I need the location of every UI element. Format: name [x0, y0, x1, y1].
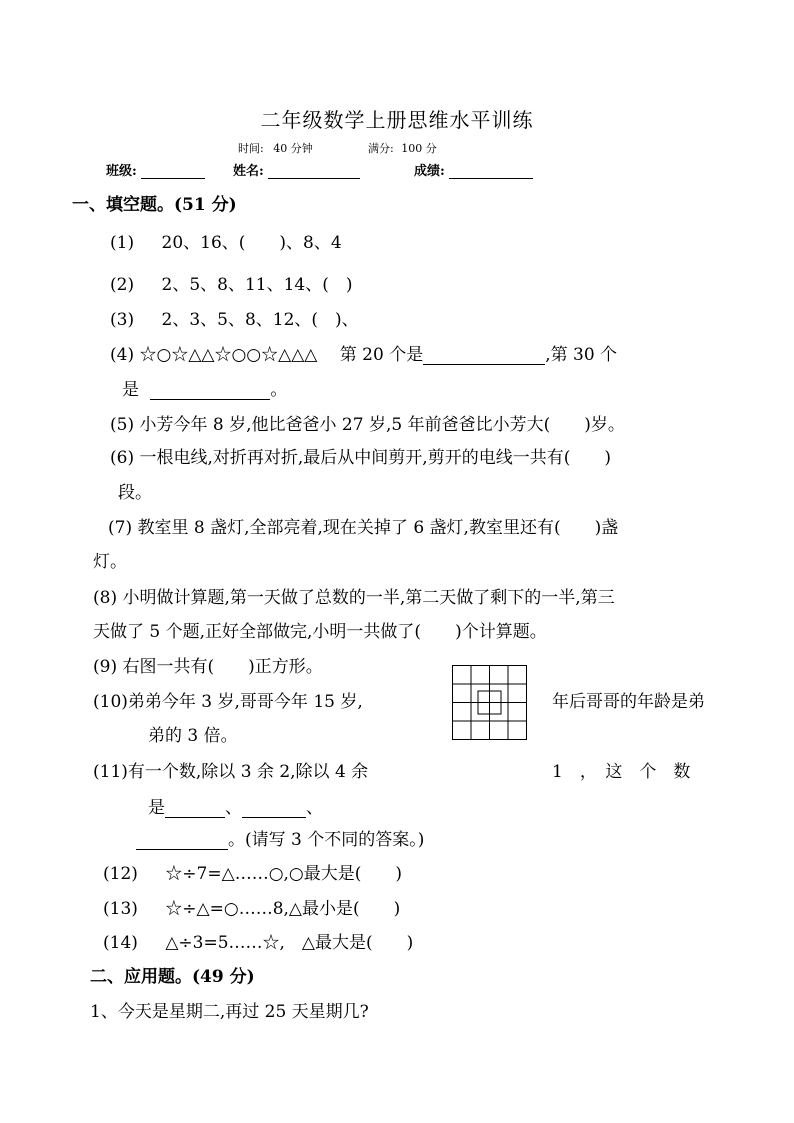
question-number: (14)	[103, 933, 138, 953]
question-6-line-2: 段。	[118, 483, 152, 503]
name-label: 姓名:	[233, 164, 264, 179]
question-text: 2、5、8、11、14、( )	[161, 275, 353, 295]
question-9: (9) 右图一共有( )正方形。	[93, 657, 323, 677]
answer-blank[interactable]	[150, 381, 270, 400]
question-text-cont: ,第 30 个	[545, 345, 618, 365]
question-10-line-2: 弟的 3 倍。	[148, 726, 238, 746]
question-number: (3)	[110, 310, 135, 330]
time-label: 时间:	[238, 142, 264, 155]
question-5: (5) 小芳今年 8 岁,他比爸爸小 27 岁,5 年前爸爸比小芳大( )岁。	[110, 415, 625, 435]
question-text: 是	[122, 380, 139, 400]
grade-label: 成绩:	[414, 164, 445, 179]
name-blank[interactable]	[268, 164, 360, 179]
question-10-line-1b: 年后哥哥的年龄是弟	[552, 692, 705, 712]
class-label: 班级:	[106, 164, 137, 179]
question-14	[103, 928, 413, 953]
question-10-line-1a: (10)弟弟今年 3 岁,哥哥今年 15 岁,	[93, 692, 363, 712]
question-7-line-2: 灯。	[93, 552, 127, 572]
page-title: 二年级数学上册思维水平训练	[260, 108, 534, 132]
score-info	[368, 140, 437, 156]
question-2	[110, 270, 352, 295]
time-info	[238, 140, 313, 156]
question-text: △÷3=5……☆, △最大是( )	[165, 933, 414, 953]
question-8-line-2: 天做了 5 个题,正好全部做完,小明一共做了( )个计算题。	[93, 622, 547, 642]
section-2-heading: 二、应用题。(49 分)	[90, 967, 255, 987]
grade-blank[interactable]	[449, 164, 533, 179]
application-question-1: 1、今天是星期二,再过 25 天星期几?	[90, 1002, 369, 1022]
question-number: (2)	[110, 275, 135, 295]
question-text: ☆÷7=△……○,○最大是( )	[165, 864, 403, 884]
question-12	[103, 859, 402, 884]
answer-blank[interactable]	[423, 346, 545, 365]
class-field	[106, 160, 205, 179]
question-number: (1)	[110, 233, 135, 253]
square-grid-figure	[452, 665, 528, 741]
question-text: ☆÷△=○……8,△最小是( )	[165, 899, 401, 919]
question-4-line-2	[122, 375, 287, 400]
grade-field	[414, 160, 533, 179]
question-11-line-2	[148, 793, 323, 818]
question-11-line-1b: 1 ， 这 个 数	[552, 762, 691, 782]
separator: 、	[306, 798, 323, 818]
name-field	[233, 160, 360, 179]
time-value: 40 分钟	[273, 142, 313, 155]
question-number: (13)	[103, 899, 138, 919]
question-text: 是	[148, 798, 165, 818]
question-text-cont: 。	[270, 380, 288, 400]
question-8-line-1: (8) 小明做计算题,第一天做了总数的一半,第二天做了剩下的一半,第三	[93, 588, 615, 608]
section-1-heading: 一、填空题。(51 分)	[72, 195, 237, 215]
question-number: (12)	[103, 864, 138, 884]
separator: 、	[225, 798, 242, 818]
answer-blank[interactable]	[165, 799, 225, 818]
question-3	[110, 305, 359, 330]
answer-blank[interactable]	[242, 799, 306, 818]
question-1	[110, 228, 342, 253]
question-text: 。(请写 3 个不同的答案。)	[228, 830, 425, 850]
question-4-line-1	[110, 340, 617, 365]
question-7-line-1: (7) 教室里 8 盏灯,全部亮着,现在关掉了 6 盏灯,教室里还有( )盏	[108, 518, 619, 538]
class-blank[interactable]	[141, 164, 205, 179]
question-text: (4) ☆○☆△△☆○○☆△△△ 第 20 个是	[110, 345, 424, 365]
question-11-line-3	[136, 825, 424, 850]
question-text: 20、16、( )、8、4	[161, 233, 342, 253]
question-text: 2、3、5、8、12、( )、	[161, 310, 359, 330]
answer-blank[interactable]	[136, 831, 228, 850]
question-13	[103, 894, 400, 919]
question-6-line-1: (6) 一根电线,对折再对折,最后从中间剪开,剪开的电线一共有( )	[110, 448, 611, 468]
score-label: 满分:	[368, 142, 394, 155]
question-11-line-1a: (11)有一个数,除以 3 余 2,除以 4 余	[93, 762, 369, 782]
score-value: 100 分	[401, 142, 437, 155]
